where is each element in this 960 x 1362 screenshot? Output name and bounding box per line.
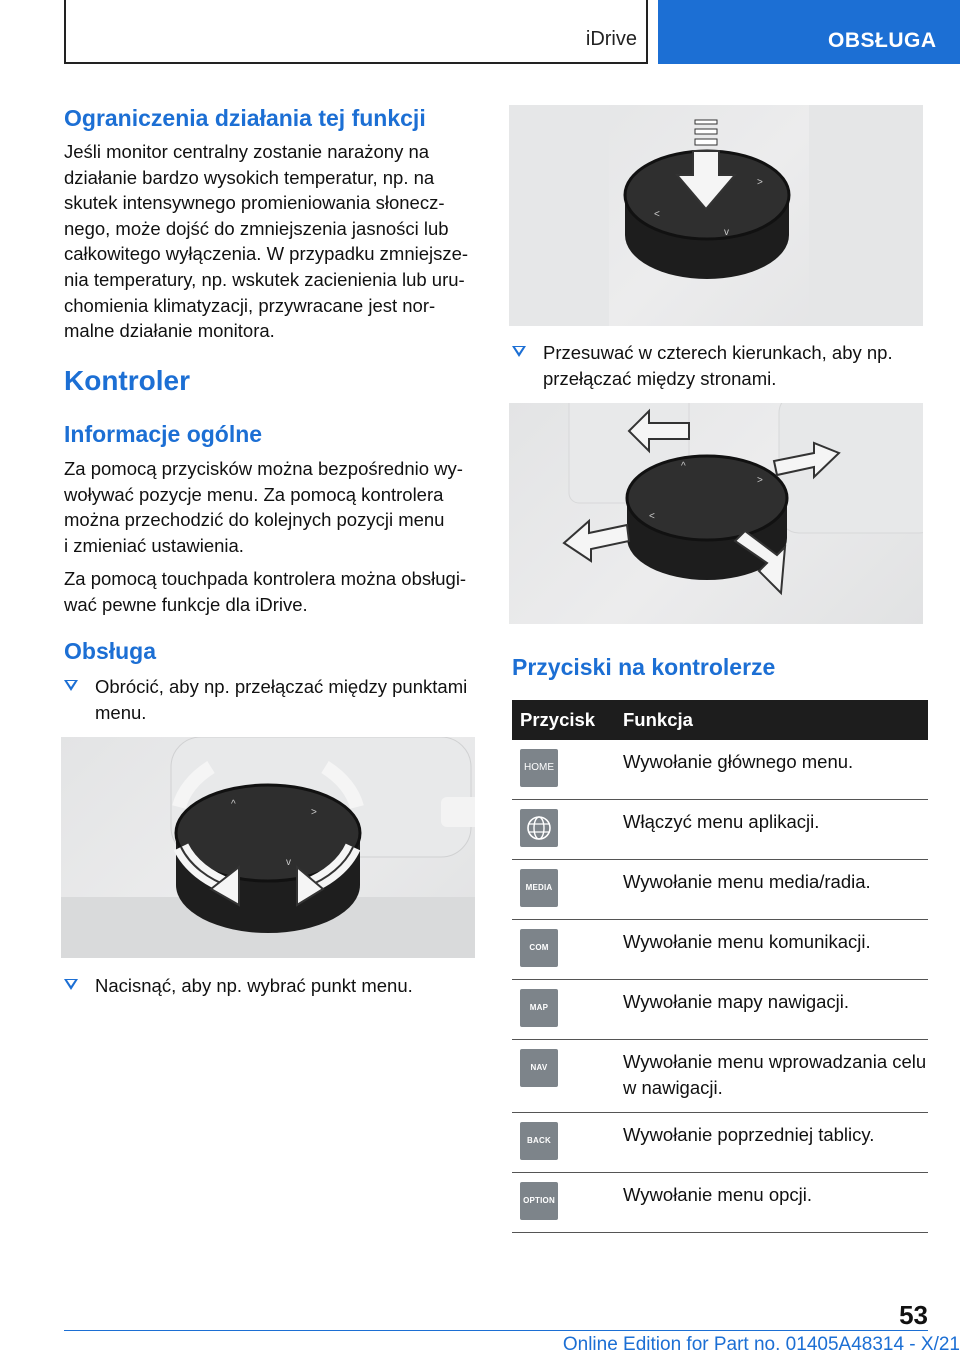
paragraph-line: nego, może dojść do zmniejszenia jasności lub <box>64 217 449 239</box>
controller-shift-drawing <box>509 403 923 624</box>
paragraph-line: nia temperatury, np. wskutek zacienienia lub uru- <box>64 268 465 290</box>
controller-buttons-table <box>512 700 928 1233</box>
table-row <box>512 920 928 980</box>
svg-text:>: > <box>757 177 763 188</box>
table-cell-function: Wywołanie poprzedniej tablicy. <box>623 1113 928 1173</box>
triangle-bullet-icon <box>512 346 526 357</box>
svg-text:^: ^ <box>231 799 236 810</box>
table-cell-function: Wywołanie menu wprowadzania celu w nawigacji. <box>623 1040 928 1113</box>
paragraph-general-2 <box>64 566 484 617</box>
heading-operation: Obsługa <box>64 638 157 664</box>
paragraph-line: woływać pozycje menu. Za pomocą kontrolera <box>64 483 444 505</box>
paragraph-line: i zmieniać ustawienia. <box>64 534 244 556</box>
triangle-bullet-icon <box>64 979 78 990</box>
heading-limits: Ograniczenia działania tej funkcji <box>64 105 426 131</box>
option-button-icon: OPTION <box>520 1182 558 1220</box>
svg-text:^: ^ <box>681 461 686 472</box>
bullet-line: przełączać między stronami. <box>543 367 777 389</box>
paragraph-line: wać pewne funkcje dla iDrive. <box>64 593 308 615</box>
paragraph-line: działanie bardzo wysokich temperatur, np. na <box>64 166 435 188</box>
paragraph-general-1 <box>64 456 484 558</box>
nav-button-icon: NAV <box>520 1049 558 1087</box>
table-header-button: Przycisk <box>512 700 623 740</box>
table-row <box>512 740 928 800</box>
bullet-press <box>64 973 484 999</box>
globe-icon <box>520 809 558 847</box>
svg-text:v: v <box>286 857 291 868</box>
table-cell-function: Włączyć menu aplikacji. <box>623 800 928 860</box>
table-cell-function: Wywołanie menu opcji. <box>623 1173 928 1233</box>
paragraph-line: skutek intensywnego promieniowania słonecz- <box>64 192 445 214</box>
paragraph-line: można przechodzić do kolejnych pozycji menu <box>64 509 445 531</box>
table-cell-function: Wywołanie menu media/radia. <box>623 860 928 920</box>
svg-text:>: > <box>757 475 763 486</box>
paragraph-line: Za pomocą przycisków można bezpośrednio wy- <box>64 458 463 479</box>
table-row <box>512 800 928 860</box>
table-cell-function: Wywołanie mapy nawigacji. <box>623 980 928 1040</box>
svg-text:<: < <box>654 209 660 220</box>
bullet-line: menu. <box>95 701 147 723</box>
paragraph-line: malne działanie monitora. <box>64 320 275 342</box>
com-button-icon: COM <box>520 929 558 967</box>
illustration-rotate-controller <box>61 737 475 958</box>
media-button-icon: MEDIA <box>520 869 558 907</box>
bullet-turn <box>64 674 484 725</box>
footer-divider <box>64 1330 928 1331</box>
bullet-line: Przesuwać w czterech kierunkach, aby np. <box>543 342 893 363</box>
table-cell-function: Wywołanie menu komunikacji. <box>623 920 928 980</box>
illustration-press-controller <box>509 105 923 326</box>
footer-edition: Online Edition for Part no. 01405A48314 - X/21 <box>562 1334 960 1355</box>
table-row <box>512 1173 928 1233</box>
table-row <box>512 980 928 1040</box>
home-button-icon: HOME <box>520 749 558 787</box>
paragraph-limits <box>64 139 484 344</box>
heading-controller: Kontroler <box>64 365 190 396</box>
bullet-shift <box>512 340 928 391</box>
svg-text:v: v <box>724 227 729 238</box>
paragraph-line: Jeśli monitor centralny zostanie narażony na <box>64 141 430 162</box>
paragraph-line: Za pomocą touchpada kontrolera można obsługi- <box>64 568 467 589</box>
svg-text:>: > <box>311 807 317 818</box>
table-row <box>512 1040 928 1113</box>
table-header-function: Funkcja <box>623 700 928 740</box>
header-section-title: iDrive <box>585 28 637 50</box>
heading-general-info: Informacje ogólne <box>64 421 263 447</box>
map-button-icon: MAP <box>520 989 558 1027</box>
table-row <box>512 860 928 920</box>
table-cell-function: Wywołanie głównego menu. <box>623 740 928 800</box>
table-row <box>512 1113 928 1173</box>
controller-press-drawing <box>509 105 923 326</box>
triangle-bullet-icon <box>64 680 78 691</box>
illustration-shift-controller <box>509 403 923 624</box>
heading-controller-buttons: Przyciski na kontrolerze <box>512 654 776 680</box>
header-chapter-tab: OBSŁUGA <box>658 0 960 64</box>
paragraph-line: całkowitego wyłączenia. W przypadku zmniejsze- <box>64 243 469 265</box>
table-header-row <box>512 700 928 740</box>
controller-rotate-drawing <box>61 737 475 958</box>
back-button-icon: BACK <box>520 1122 558 1160</box>
page-number: 53 <box>899 1300 928 1330</box>
bullet-line: Nacisnąć, aby np. wybrać punkt menu. <box>95 975 413 996</box>
bullet-line: Obrócić, aby np. przełączać między punktami <box>95 676 468 697</box>
svg-text:<: < <box>649 511 655 522</box>
paragraph-line: chomienia klimatyzacji, przywracane jest nor- <box>64 294 436 316</box>
